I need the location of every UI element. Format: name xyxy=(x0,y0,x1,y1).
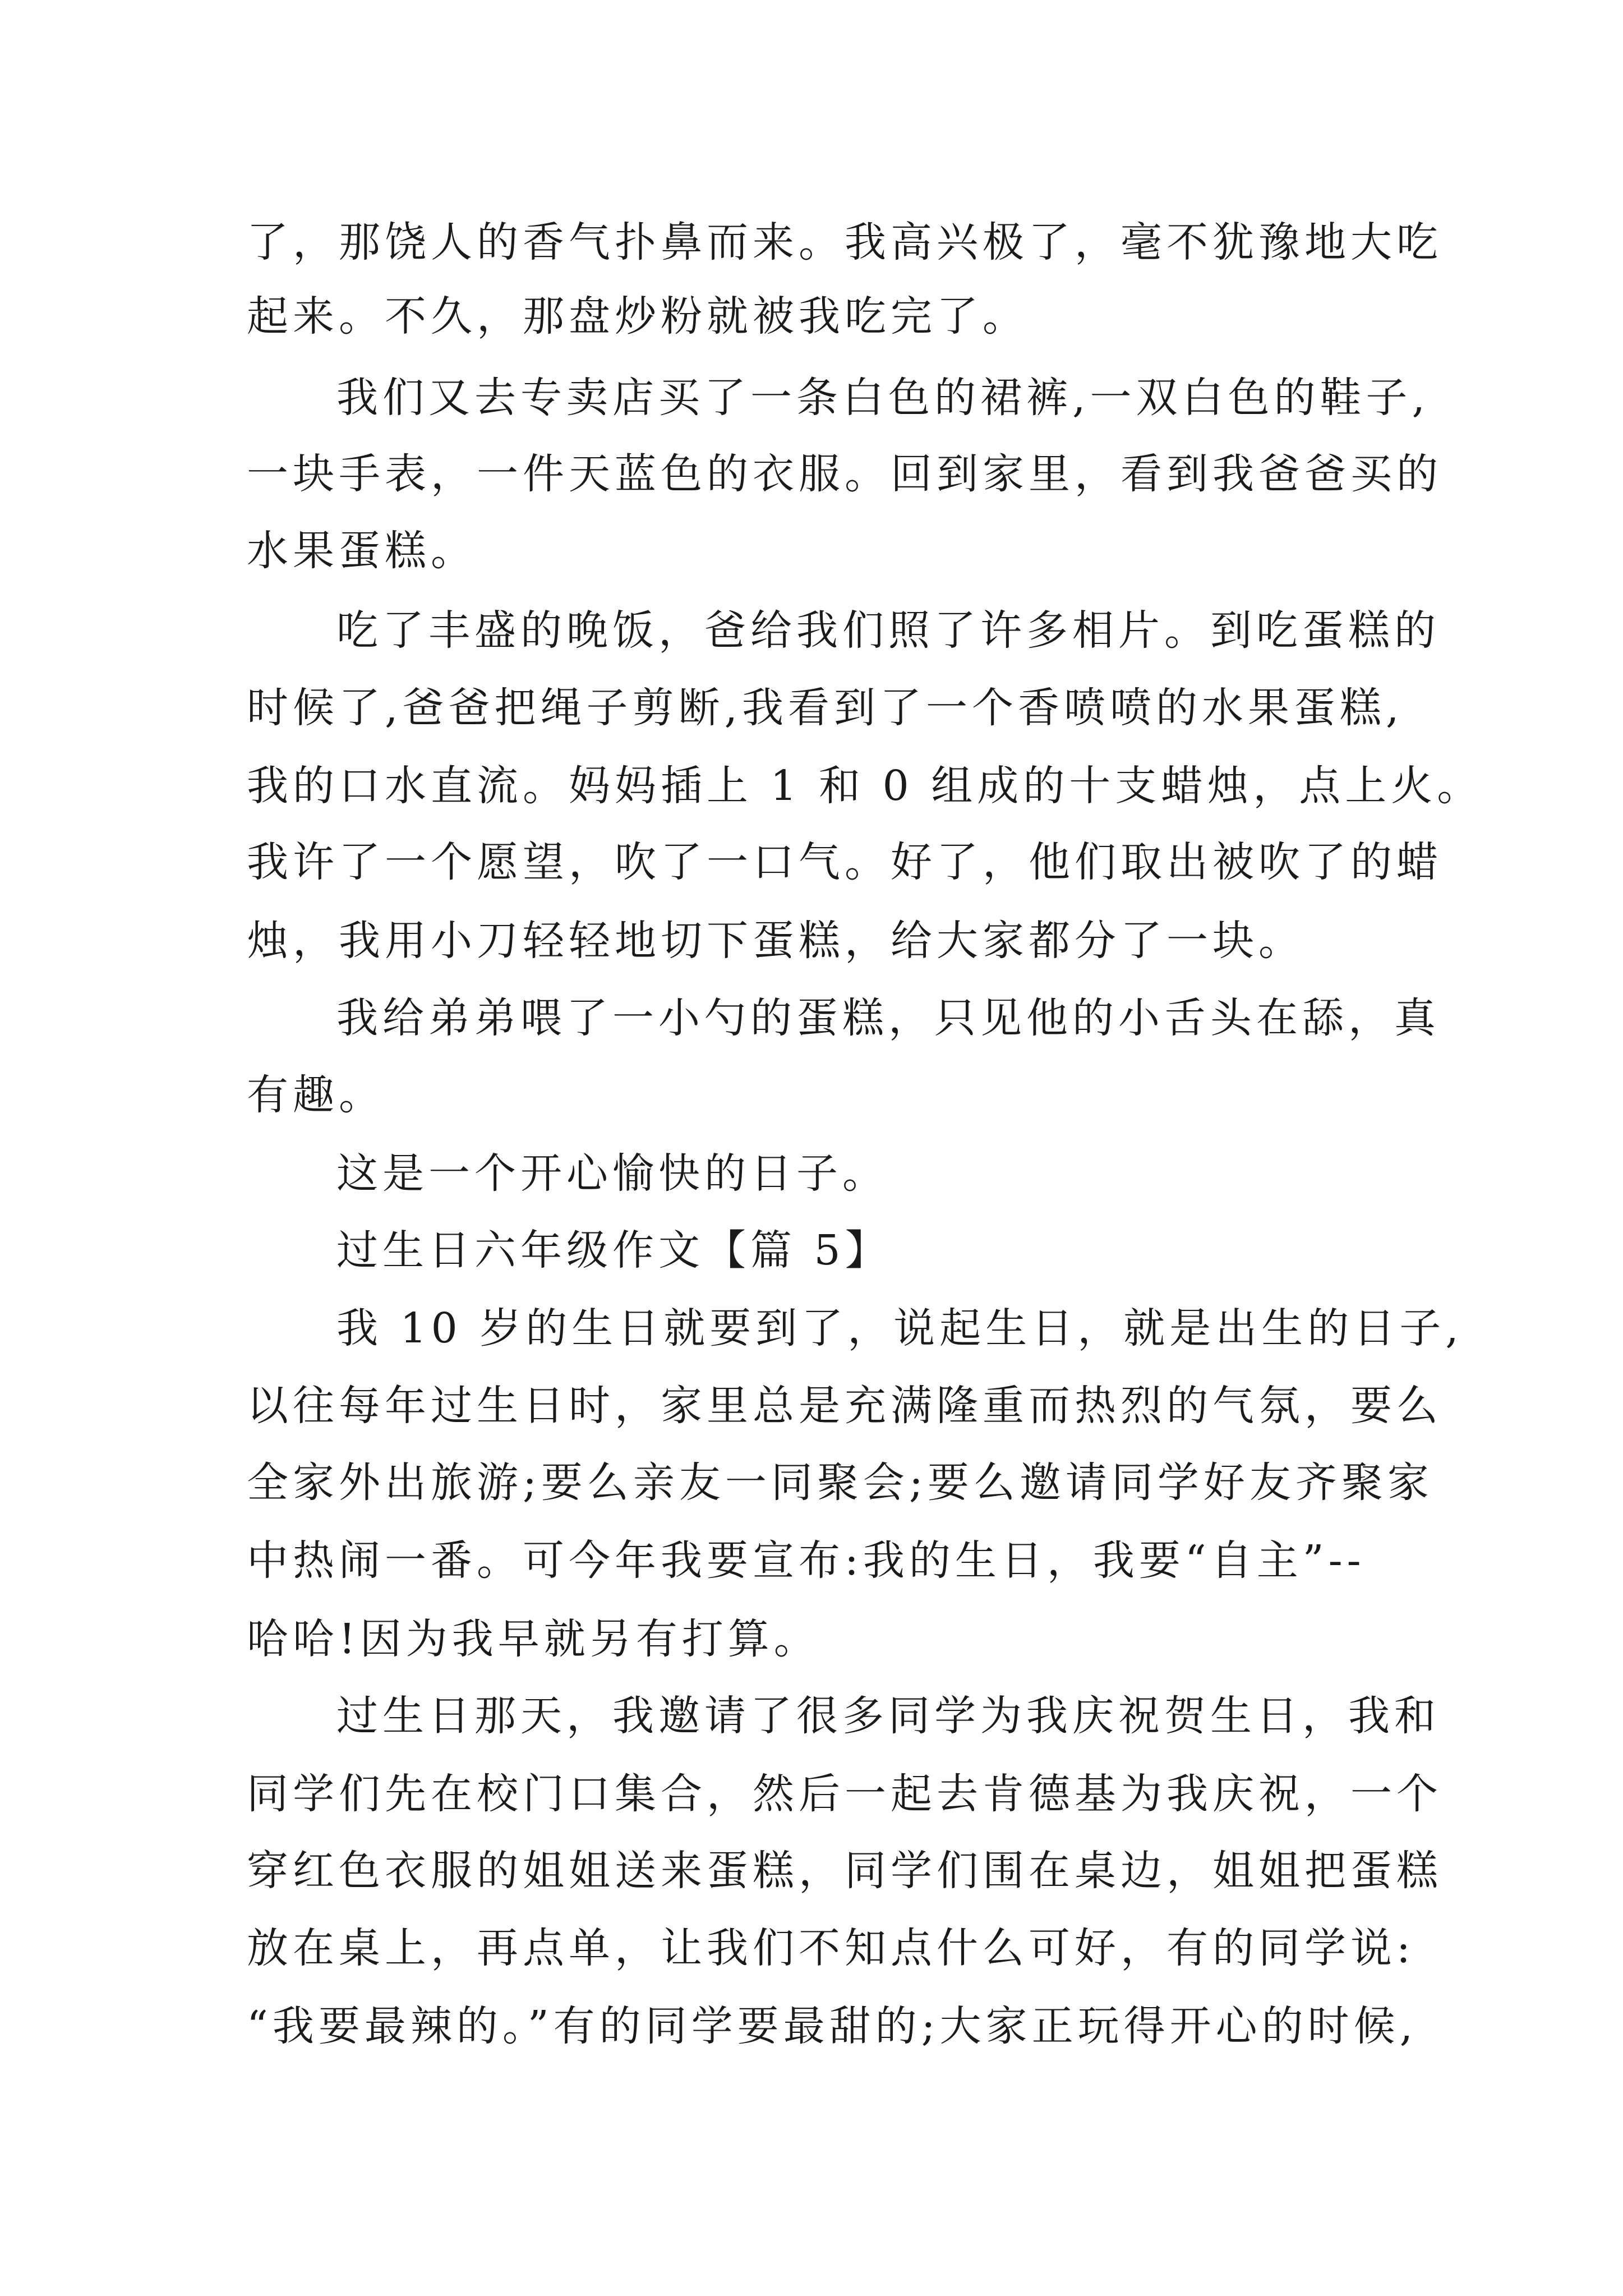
text-line: 这是一个开心愉快的日子。 xyxy=(336,1149,888,1198)
text-line: 我 10 岁的生日就要到了，说起生日，就是出生的日子, xyxy=(336,1304,1463,1352)
text-line: 吃了丰盛的晚饭，爸给我们照了许多相片。到吃蛋糕的 xyxy=(336,606,1440,655)
text-line: 中热闹一番。可今年我要宣布:我的生日，我要“自主”-- xyxy=(247,1536,1366,1585)
text-line: 我许了一个愿望，吹了一口气。好了，他们取出被吹了的蜡 xyxy=(247,838,1442,886)
text-line: 同学们先在校门口集合，然后一起去肯德基为我庆祝，一个 xyxy=(247,1770,1442,1818)
text-line: 哈哈!因为我早就另有打算。 xyxy=(247,1615,820,1663)
text-line: 以往每年过生日时，家里总是充满隆重而热烈的气氛，要么 xyxy=(247,1382,1442,1430)
text-line: 了，那饶人的香气扑鼻而来。我高兴极了，毫不犹豫地大吃 xyxy=(247,218,1442,266)
text-line: 有趣。 xyxy=(247,1071,385,1119)
text-line: 水果蛋糕。 xyxy=(247,527,477,575)
text-line: 放在桌上，再点单，让我们不知点什么可好，有的同学说: xyxy=(247,1924,1415,1972)
text-line: “我要最辣的。”有的同学要最甜的;大家正玩得开心的时候, xyxy=(247,2002,1418,2050)
text-line: 我的口水直流。妈妈插上 1 和 0 组成的十支蜡烛，点上火。 xyxy=(247,762,1483,810)
text-line: 时候了,爸爸把绳子剪断,我看到了一个香喷喷的水果蛋糕, xyxy=(247,684,1404,732)
section-heading: 过生日六年级作文【篇 5】 xyxy=(336,1226,891,1274)
text-line: 我们又去专卖店买了一条白色的裙裤,一双白色的鞋子, xyxy=(336,374,1430,422)
text-line: 一块手表，一件天蓝色的衣服。回到家里，看到我爸爸买的 xyxy=(247,450,1442,498)
text-line: 全家外出旅游;要么亲友一同聚会;要么邀请同学好友齐聚家 xyxy=(247,1458,1433,1507)
text-line: 过生日那天，我邀请了很多同学为我庆祝贺生日，我和 xyxy=(336,1692,1440,1740)
text-line: 起来。不久，那盘炒粉就被我吃完了。 xyxy=(247,292,1029,341)
text-line: 穿红色衣服的姐姐送来蛋糕，同学们围在桌边，姐姐把蛋糕 xyxy=(247,1847,1442,1895)
text-line: 烛，我用小刀轻轻地切下蛋糕，给大家都分了一块。 xyxy=(247,917,1304,965)
text-line: 我给弟弟喂了一小勺的蛋糕，只见他的小舌头在舔，真 xyxy=(336,994,1440,1042)
